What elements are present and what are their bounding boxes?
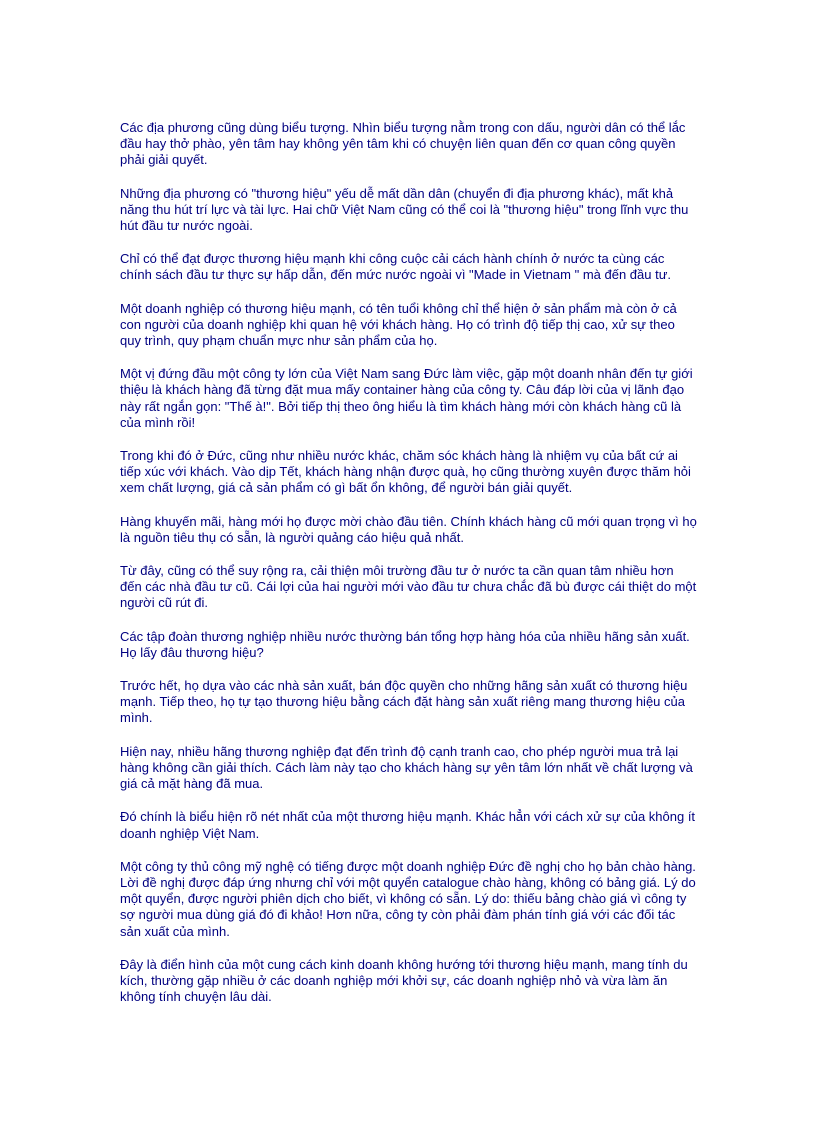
paragraph-7: Hàng khuyến mãi, hàng mới họ được mời chào đầu tiên. Chính khách hàng cũ mới quan trọng vì họ là nguồn tiêu thụ có sẵn, là người quảng cáo hiệu quả nhất.	[120, 513, 697, 545]
paragraph-8: Từ đây, cũng có thể suy rộng ra, cải thiện môi trường đầu tư ở nước ta cần quan tâm nhiều hơn đến các nhà đầu tư cũ. Cái lợi của hai người mới vào đầu tư chưa chắc đã bù được cái thiệt do một người cũ rút đi.	[120, 563, 697, 611]
paragraph-10: Trước hết, họ dựa vào các nhà sản xuất, bán độc quyền cho những hãng sản xuất có thương hiệu mạnh. Tiếp theo, họ tự tạo thương hiệu bằng cách đặt hàng sản xuất riêng mang thương hiệu của mình.	[120, 678, 688, 726]
paragraph-14: Đây là điển hình của một cung cách kinh doanh không hướng tới thương hiệu mạnh, mang tính du kích, thường gặp nhiều ở các doanh nghiệp mới khởi sự, các doanh nghiệp nhỏ và vừa làm ăn không tính chuyện lâu dài.	[120, 956, 688, 1005]
paragraph-1: Các địa phương cũng dùng biểu tượng. Nhìn biểu tượng nằm trong con dấu, người dân có thể lắc đầu hay thở phào, yên tâm hay không yên tâm khi có chuyện liên quan đến cơ quan công quyền phải giải quyết.	[120, 120, 686, 168]
paragraph-13: Một công ty thủ công mỹ nghệ có tiếng được một doanh nghiệp Đức đề nghị cho họ bản chào hàng. Lời đề nghị được đáp ứng nhưng chỉ với một quyển catalogue chào hàng, không có bảng giá. Lý do một quyển, được người phiên dịch cho biết, vì không có sẵn. Lý do: thiếu bảng chào giá vì công ty sợ người mua dùng giá đó đi khảo! Hơn nữa, công ty còn phải đàm phán tính giá với các đối tác sản xuất của mình.	[120, 858, 696, 939]
paragraph-4: Một doanh nghiệp có thương hiệu mạnh, có tên tuổi không chỉ thể hiện ở sản phẩm mà còn ở cả con người của doanh nghiệp khi quan hệ với khách hàng. Họ có trình độ tiếp thị cao, xử sự theo quy trình, quy phạm chuẩn mực như sản phẩm của họ.	[120, 300, 677, 349]
paragraph-5: Một vị đứng đầu một công ty lớn của Việt Nam sang Đức làm việc, gặp một doanh nhân đến tự giới thiệu là khách hàng đã từng đặt mua mấy container hàng của công ty. Câu đáp lời của vị lãnh đạo này rất ngắn gọn: "Thế à!". Bởi tiếp thị theo ông hiểu là tìm khách hàng mới còn khách hàng cũ là của mình rồi!	[120, 366, 693, 430]
paragraph-9: Các tập đoàn thương nghiệp nhiều nước thường bán tổng hợp hàng hóa của nhiều hãng sản xuất. Họ lấy đâu thương hiệu?	[120, 628, 690, 660]
document-page	[120, 120, 698, 1022]
paragraph-3: Chỉ có thể đạt được thương hiệu mạnh khi công cuộc cải cách hành chính ở nước ta cùng các chính sách đầu tư thực sự hấp dẫn, đến mức nước ngoài vì "Made in Vietnam " mà đến đầu tư.	[120, 251, 672, 283]
paragraph-12: Đó chính là biểu hiện rõ nét nhất của một thương hiệu mạnh. Khác hẳn với cách xử sự của không ít doanh nghiệp Việt Nam.	[120, 809, 696, 841]
paragraph-6: Trong khi đó ở Đức, cũng như nhiều nước khác, chăm sóc khách hàng là nhiệm vụ của bất cứ ai tiếp xúc với khách. Vào dịp Tết, khách hàng nhận được quà, họ cũng thường xuyên được thăm hỏi xem chất lượng, giá cả sản phẩm có gì bất ổn không, để người bán giải quyết.	[120, 448, 691, 496]
paragraph-11: Hiện nay, nhiều hãng thương nghiệp đạt đến trình độ cạnh tranh cao, cho phép người mua trả lại hàng không cần giải thích. Cách làm này tạo cho khách hàng sự yên tâm lớn nhất về chất lượng và giá cả mặt hàng đã mua.	[120, 743, 693, 792]
paragraph-2: Những địa phương có "thương hiệu" yếu dễ mất dần dân (chuyển đi địa phương khác), mất khả năng thu hút trí lực và tài lực. Hai chữ Việt Nam cũng có thể coi là "thương hiệu" trong lĩnh vực thu hút đầu tư nước ngoài.	[120, 185, 689, 234]
